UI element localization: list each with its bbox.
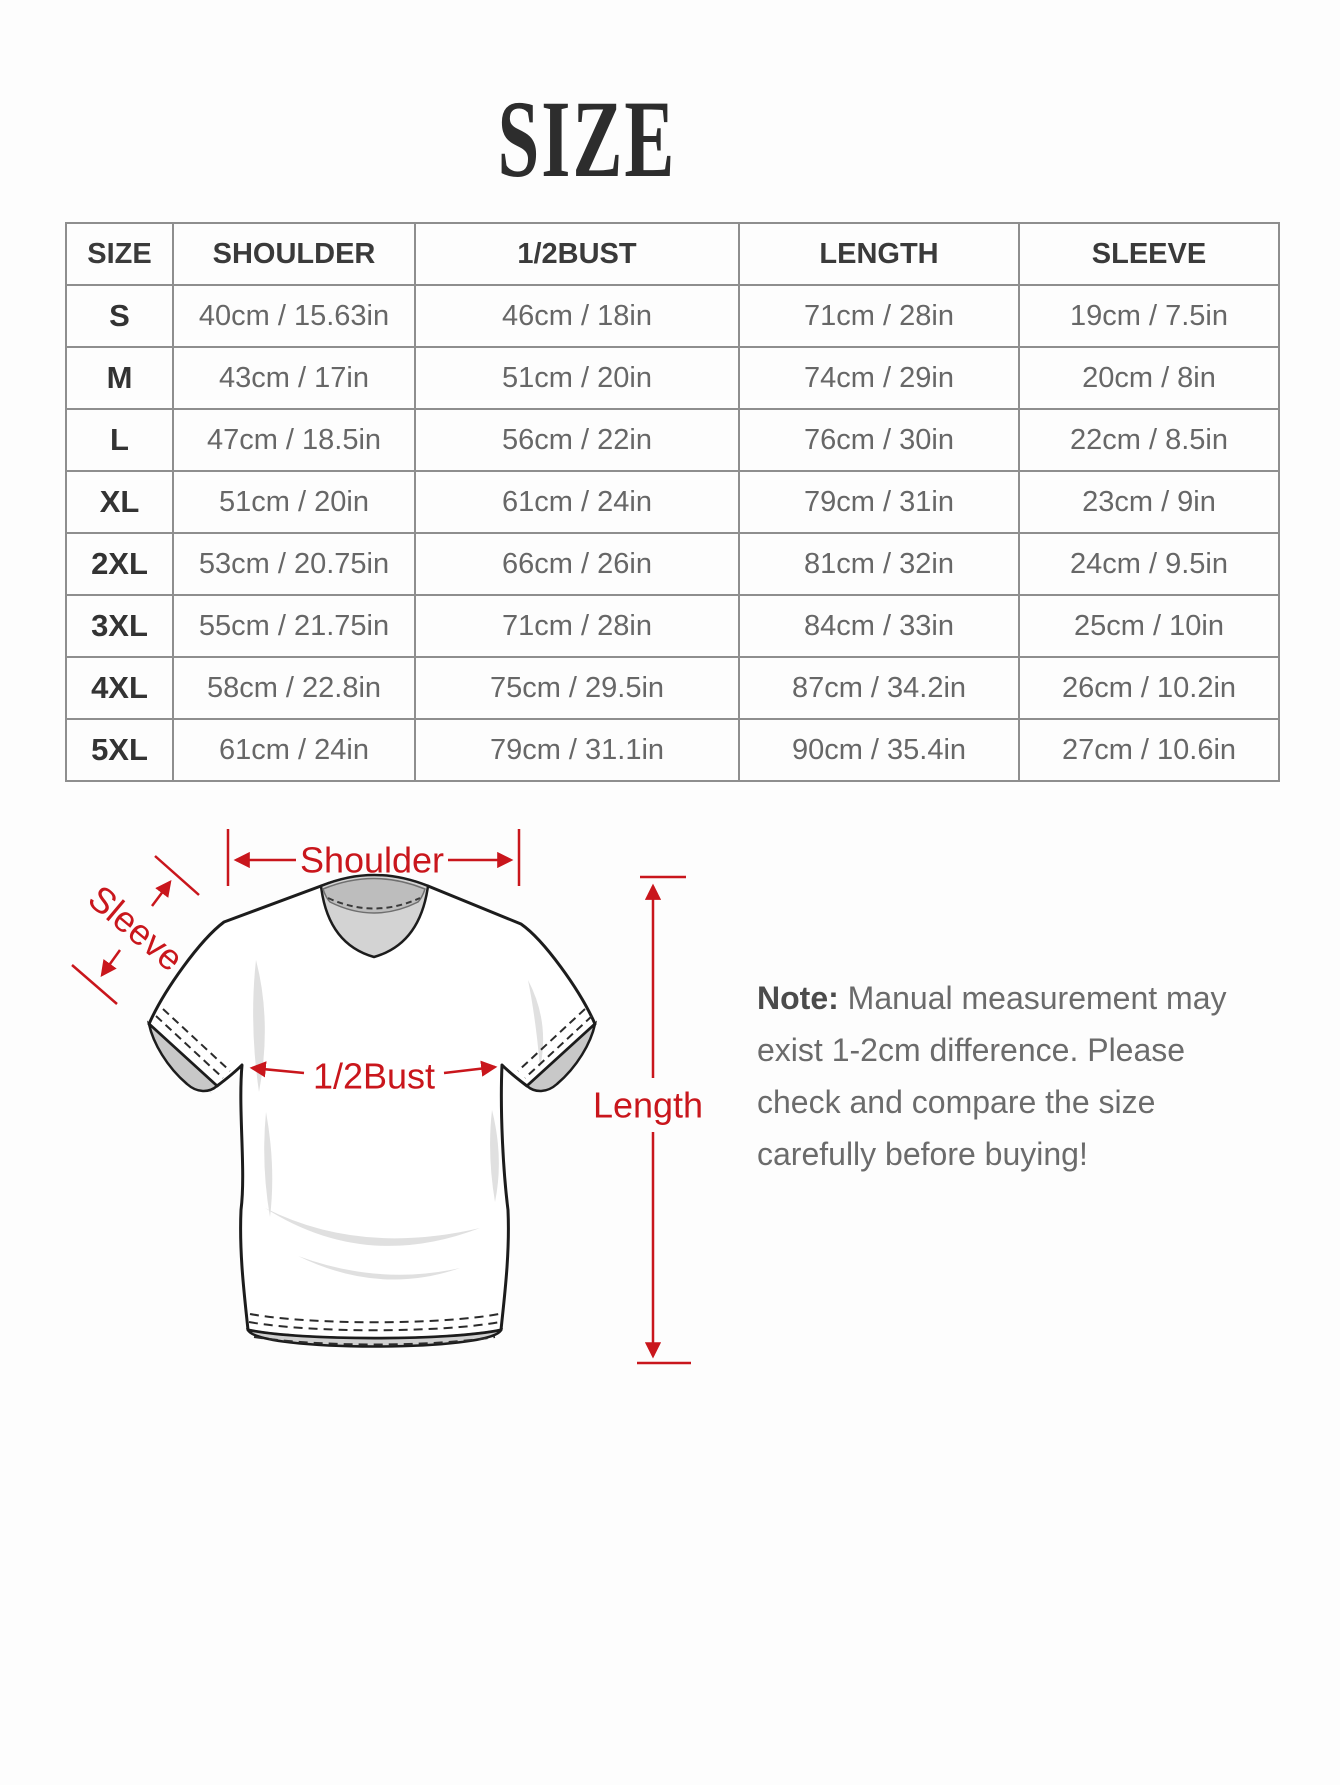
sleeve-arrow-down (102, 950, 120, 975)
measurement-cell: 58cm / 22.8in (173, 657, 415, 719)
table-header-row (66, 223, 1279, 285)
measurement-cell: 51cm / 20in (173, 471, 415, 533)
tshirt-measure-diagram (60, 810, 720, 1390)
measurement-cell: 81cm / 32in (739, 533, 1019, 595)
page-title: SIZE (497, 78, 677, 200)
table-row (66, 533, 1279, 595)
measurement-cell: 71cm / 28in (415, 595, 739, 657)
measurement-cell: 47cm / 18.5in (173, 409, 415, 471)
note-block (757, 972, 1277, 1180)
table-row (66, 719, 1279, 781)
note-line: exist 1-2cm difference. Please (757, 1032, 1186, 1068)
measurement-cell: 23cm / 9in (1019, 471, 1279, 533)
sleeve-label: Sleeve (80, 876, 192, 980)
measurement-cell: 66cm / 26in (415, 533, 739, 595)
note-line (757, 972, 1277, 1024)
measurement-cell: 87cm / 34.2in (739, 657, 1019, 719)
measurement-cell: 24cm / 9.5in (1019, 533, 1279, 595)
measurement-cell: 26cm / 10.2in (1019, 657, 1279, 719)
size-cell: M (66, 347, 173, 409)
table-row (66, 347, 1279, 409)
measurement-cell: 43cm / 17in (173, 347, 415, 409)
measurement-cell: 55cm / 21.75in (173, 595, 415, 657)
note-label: Note: (757, 980, 839, 1016)
size-cell: 2XL (66, 533, 173, 595)
measurement-cell: 84cm / 33in (739, 595, 1019, 657)
header-bust: 1/2BUST (415, 223, 739, 285)
measurement-cell: 40cm / 15.63in (173, 285, 415, 347)
note-text: Manual measurement may (838, 980, 1227, 1016)
measurement-cell: 75cm / 29.5in (415, 657, 739, 719)
table-row (66, 285, 1279, 347)
header-shoulder: SHOULDER (173, 223, 415, 285)
length-label: Length (592, 1084, 704, 1126)
measurement-cell: 76cm / 30in (739, 409, 1019, 471)
measurement-cell: 19cm / 7.5in (1019, 285, 1279, 347)
size-cell: 3XL (66, 595, 173, 657)
measurement-cell: 53cm / 20.75in (173, 533, 415, 595)
measurement-cell: 51cm / 20in (415, 347, 739, 409)
measurement-cell: 79cm / 31in (739, 471, 1019, 533)
size-cell: L (66, 409, 173, 471)
size-table (65, 222, 1280, 782)
bust-label: 1/2Bust (312, 1055, 436, 1097)
measurement-cell: 27cm / 10.6in (1019, 719, 1279, 781)
table-row (66, 409, 1279, 471)
table-row (66, 657, 1279, 719)
size-cell: 5XL (66, 719, 173, 781)
measurement-cell: 25cm / 10in (1019, 595, 1279, 657)
measurement-cell: 71cm / 28in (739, 285, 1019, 347)
measurement-cell: 90cm / 35.4in (739, 719, 1019, 781)
measurement-cell: 20cm / 8in (1019, 347, 1279, 409)
header-size: SIZE (66, 223, 173, 285)
sleeve-arrow-up (152, 882, 170, 906)
measurement-cell: 74cm / 29in (739, 347, 1019, 409)
table-row (66, 595, 1279, 657)
size-cell: 4XL (66, 657, 173, 719)
header-length: LENGTH (739, 223, 1019, 285)
table-row (66, 471, 1279, 533)
size-cell: XL (66, 471, 173, 533)
size-cell: S (66, 285, 173, 347)
measurement-cell: 61cm / 24in (173, 719, 415, 781)
measurement-cell: 46cm / 18in (415, 285, 739, 347)
measurement-cell: 61cm / 24in (415, 471, 739, 533)
measurement-cell: 56cm / 22in (415, 409, 739, 471)
measurement-cell: 22cm / 8.5in (1019, 409, 1279, 471)
note-line: check and compare the size (757, 1084, 1156, 1120)
header-sleeve: SLEEVE (1019, 223, 1279, 285)
measurement-cell: 79cm / 31.1in (415, 719, 739, 781)
note-line: carefully before buying! (757, 1136, 1088, 1172)
shoulder-label: Shoulder (299, 839, 445, 881)
